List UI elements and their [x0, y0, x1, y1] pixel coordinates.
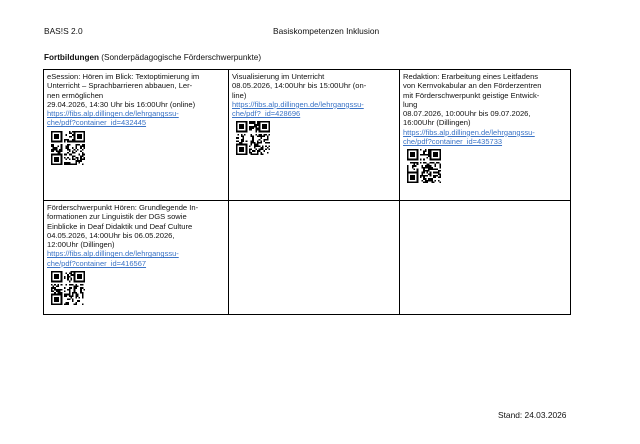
course-text: Visualisierung im Unterricht	[232, 72, 325, 81]
header-left: BAS!S 2.0	[44, 26, 83, 36]
course-link[interactable]: https://fibs.alp.dillingen.de/lehrgangssu- che/pdf?container_id=432445	[47, 109, 179, 128]
course-cell	[229, 70, 400, 201]
course-text: nen ermöglichen	[47, 90, 104, 100]
course-text: Förderschwerpunkt Hören: Grundlegende In-	[47, 203, 199, 212]
course-text: formationen zur Linguistik der DGS sowie	[47, 212, 187, 222]
course-date: 12:00Uhr (Dillingen)	[47, 240, 115, 250]
section-title-bold: Fortbildungen	[44, 53, 100, 62]
course-date: 29.04.2026, 14:30 Uhr bis 16:00Uhr (online)	[47, 99, 196, 109]
course-link[interactable]: https://fibs.alp.dillingen.de/lehrgangssu- che/pdf?container_id=416567	[47, 249, 179, 268]
course-date: line)	[232, 90, 247, 100]
course-cell	[400, 70, 570, 201]
course-link[interactable]: https://fibs.alp.dillingen.de/lehrgangssu- che/pdf?container_id=435733	[403, 127, 535, 147]
course-text: lung	[403, 99, 418, 109]
course-text: von Kernvokabular an den Förderzentren	[403, 81, 542, 91]
empty-cell	[400, 201, 570, 314]
course-date: 16:00Uhr (Dillingen)	[403, 118, 471, 128]
section-title-rest: (Sonderpädagogische Förderschwerpunkte)	[99, 53, 262, 62]
course-date: 04.05.2026, 14:00Uhr bis 06.05.2026,	[47, 230, 175, 240]
empty-cell	[229, 201, 400, 314]
course-date: 08.07.2026, 10:00Uhr bis 09.07.2026,	[403, 109, 531, 119]
course-text: Unterricht – Sprachbarrieren abbauen, Ler-	[47, 81, 193, 91]
course-cell	[44, 201, 229, 314]
qr-code-icon	[407, 149, 441, 183]
qr-code-icon	[51, 271, 85, 305]
course-text: Einblicke in Deaf Didaktik und Deaf Culture	[47, 221, 193, 231]
section-title	[44, 53, 261, 62]
course-table	[43, 69, 571, 315]
course-text: eSession: Hören im Blick: Textoptimierung im	[47, 72, 200, 81]
qr-code-icon	[236, 121, 270, 155]
course-date: 08.05.2026, 14:00Uhr bis 15:00Uhr (on-	[232, 81, 367, 91]
qr-code-icon	[51, 131, 85, 165]
course-text: mit Förderschwerpunkt geistige Entwick-	[403, 90, 540, 100]
course-cell	[44, 70, 229, 201]
course-text: Redaktion: Erarbeitung eines Leitfadens	[403, 72, 539, 81]
stand-date: Stand: 24.03.2026	[498, 410, 567, 420]
header-title: Basiskompetenzen Inklusion	[273, 26, 380, 36]
course-link[interactable]: https://fibs.alp.dillingen.de/lehrgangssu- che/pdf?_id=428696	[232, 99, 364, 119]
